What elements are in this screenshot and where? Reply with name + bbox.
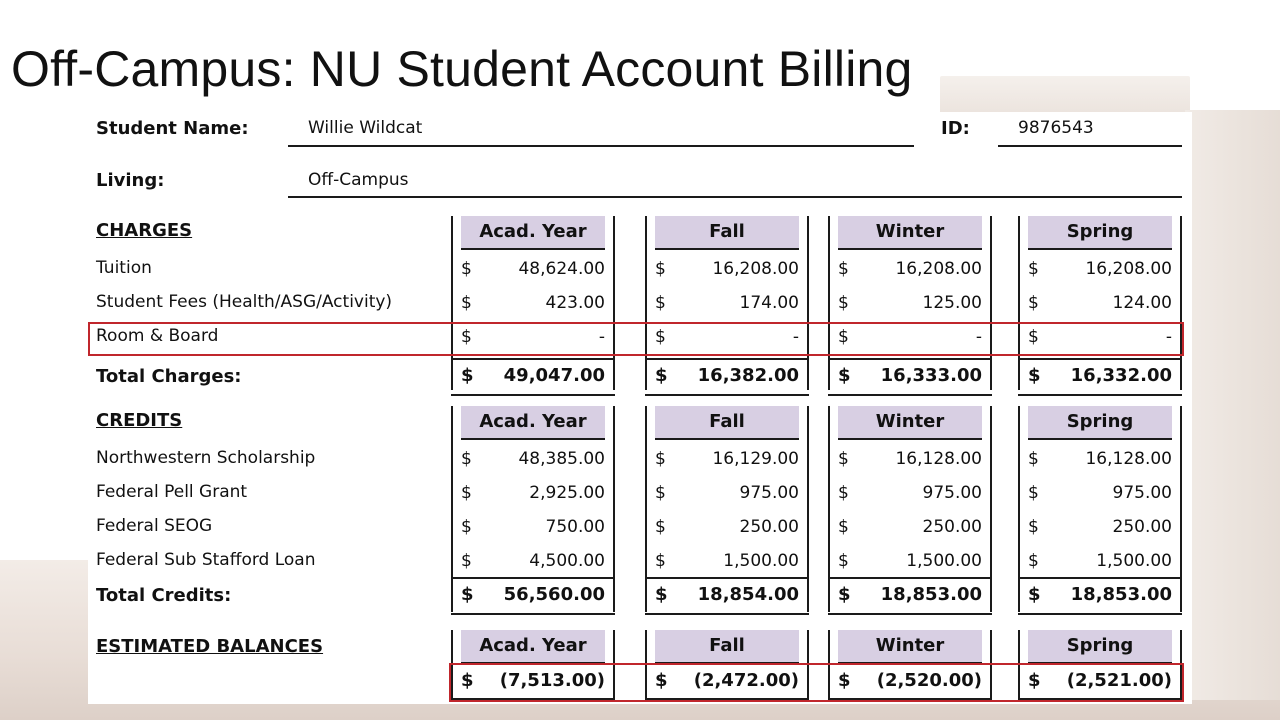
- currency-symbol: $: [655, 483, 666, 503]
- charges-total-rule: [645, 394, 809, 396]
- currency-symbol: $: [838, 327, 849, 347]
- charge-cell: [828, 254, 992, 284]
- currency-symbol: $: [655, 670, 668, 691]
- credits-total-value: 56,560.00: [503, 584, 605, 605]
- charge-value: 124.00: [1112, 293, 1172, 313]
- charges-total-value: 16,332.00: [1070, 365, 1172, 386]
- credit-value: 975.00: [739, 483, 799, 503]
- currency-symbol: $: [1028, 293, 1039, 313]
- currency-symbol: $: [1028, 584, 1041, 605]
- charges-total-cell: [1018, 361, 1182, 391]
- credits-total-value: 18,853.00: [1070, 584, 1172, 605]
- balance-value: (2,520.00): [876, 670, 982, 691]
- charge-cell: [1018, 288, 1182, 318]
- credit-cell: [828, 444, 992, 474]
- background-box: [1185, 110, 1280, 700]
- currency-symbol: $: [1028, 483, 1039, 503]
- charges-total-value: 16,382.00: [697, 365, 799, 386]
- currency-symbol: $: [461, 449, 472, 469]
- charge-value: -: [792, 327, 799, 347]
- slide-title: Off-Campus: NU Student Account Billing: [11, 41, 913, 97]
- charge-cell: [828, 288, 992, 318]
- credit-cell: [451, 512, 615, 542]
- credit-cell: [451, 444, 615, 474]
- currency-symbol: $: [655, 584, 668, 605]
- credit-row-label: Federal SEOG: [96, 516, 213, 536]
- credits-total-rule: [1018, 577, 1182, 579]
- charges-total-cell: [451, 361, 615, 391]
- room-board-highlight: [88, 322, 1184, 356]
- currency-symbol: $: [655, 517, 666, 537]
- credit-cell: [1018, 444, 1182, 474]
- charge-value: 16,208.00: [1085, 259, 1172, 279]
- total-credits-label: Total Credits:: [96, 585, 232, 606]
- charge-value: -: [975, 327, 982, 347]
- balances-heading: ESTIMATED BALANCES: [96, 636, 324, 657]
- credit-cell: [645, 546, 809, 576]
- living-value: Off-Campus: [308, 170, 409, 190]
- charges-total-rule: [1018, 358, 1182, 360]
- credits-total-value: 18,854.00: [697, 584, 799, 605]
- charges-total-rule: [451, 394, 615, 396]
- currency-symbol: $: [461, 327, 472, 347]
- balances-column-header: Fall: [655, 630, 799, 664]
- credit-cell: [451, 546, 615, 576]
- credits-total-rule: [1018, 613, 1182, 615]
- currency-symbol: $: [838, 483, 849, 503]
- charge-value: 423.00: [545, 293, 605, 313]
- charge-value: 48,624.00: [518, 259, 605, 279]
- credit-value: 1,500.00: [906, 551, 982, 571]
- credit-value: 48,385.00: [518, 449, 605, 469]
- currency-symbol: $: [461, 483, 472, 503]
- student-name-underline: [288, 145, 914, 147]
- credit-cell: [645, 512, 809, 542]
- credit-row-label: Federal Pell Grant: [96, 482, 248, 502]
- charge-value: -: [598, 327, 605, 347]
- charge-value: 174.00: [739, 293, 799, 313]
- credit-row-label: Federal Sub Stafford Loan: [96, 550, 316, 570]
- credits-total-cell: [451, 580, 615, 610]
- charge-cell: [645, 254, 809, 284]
- currency-symbol: $: [1028, 449, 1039, 469]
- charges-total-rule: [645, 358, 809, 360]
- charge-row-label: Tuition: [96, 258, 152, 278]
- currency-symbol: $: [838, 517, 849, 537]
- currency-symbol: $: [655, 365, 668, 386]
- balances-highlight: [449, 663, 1184, 702]
- credits-total-cell: [1018, 580, 1182, 610]
- student-name-label: Student Name:: [96, 118, 249, 139]
- balances-column-header: Winter: [838, 630, 982, 664]
- living-label: Living:: [96, 170, 165, 191]
- charges-total-value: 16,333.00: [880, 365, 982, 386]
- credit-cell: [451, 478, 615, 508]
- currency-symbol: $: [461, 551, 472, 571]
- credit-cell: [828, 546, 992, 576]
- credit-value: 975.00: [922, 483, 982, 503]
- currency-symbol: $: [655, 293, 666, 313]
- student-id-value: 9876543: [1018, 118, 1094, 138]
- currency-symbol: $: [838, 365, 851, 386]
- currency-symbol: $: [838, 584, 851, 605]
- charges-column-header: Spring: [1028, 216, 1172, 250]
- credit-value: 250.00: [1112, 517, 1172, 537]
- currency-symbol: $: [461, 517, 472, 537]
- credits-total-rule: [645, 613, 809, 615]
- credit-cell: [1018, 512, 1182, 542]
- currency-symbol: $: [1028, 259, 1039, 279]
- balance-value: (2,521.00): [1066, 670, 1172, 691]
- charge-cell: [451, 254, 615, 284]
- credit-cell: [645, 478, 809, 508]
- credits-heading: CREDITS: [96, 410, 183, 431]
- currency-symbol: $: [1028, 551, 1039, 571]
- credit-value: 250.00: [922, 517, 982, 537]
- billing-sheet: [88, 112, 1192, 704]
- credit-value: 16,129.00: [712, 449, 799, 469]
- currency-symbol: $: [1028, 517, 1039, 537]
- charge-value: 16,208.00: [712, 259, 799, 279]
- credits-total-rule: [451, 577, 615, 579]
- charges-total-value: 49,047.00: [503, 365, 605, 386]
- student-name-value: Willie Wildcat: [308, 118, 423, 138]
- credit-value: 1,500.00: [723, 551, 799, 571]
- credits-total-rule: [645, 577, 809, 579]
- credit-cell: [828, 512, 992, 542]
- charges-column-header: Winter: [838, 216, 982, 250]
- currency-symbol: $: [838, 551, 849, 571]
- credits-total-value: 18,853.00: [880, 584, 982, 605]
- currency-symbol: $: [461, 584, 474, 605]
- balance-value: (2,472.00): [693, 670, 799, 691]
- credit-value: 250.00: [739, 517, 799, 537]
- charge-value: 125.00: [922, 293, 982, 313]
- balances-column-header: Acad. Year: [461, 630, 605, 664]
- credits-column-header: Winter: [838, 406, 982, 440]
- student-id-label: ID:: [941, 118, 970, 139]
- currency-symbol: $: [1028, 670, 1041, 691]
- currency-symbol: $: [655, 551, 666, 571]
- charges-total-rule: [828, 394, 992, 396]
- credit-cell: [645, 444, 809, 474]
- credits-total-rule: [828, 577, 992, 579]
- charges-total-rule: [451, 358, 615, 360]
- currency-symbol: $: [838, 670, 851, 691]
- charges-column-header: Fall: [655, 216, 799, 250]
- charges-total-rule: [828, 358, 992, 360]
- charges-total-rule: [1018, 394, 1182, 396]
- currency-symbol: $: [655, 259, 666, 279]
- charge-row-label: Room & Board: [96, 326, 219, 346]
- charge-cell: [645, 288, 809, 318]
- credits-total-cell: [645, 580, 809, 610]
- credit-value: 16,128.00: [1085, 449, 1172, 469]
- currency-symbol: $: [461, 259, 472, 279]
- credit-value: 4,500.00: [529, 551, 605, 571]
- credits-total-rule: [451, 613, 615, 615]
- credit-value: 16,128.00: [895, 449, 982, 469]
- currency-symbol: $: [1028, 327, 1039, 347]
- living-underline: [288, 196, 1182, 198]
- charge-cell: [451, 288, 615, 318]
- credit-value: 975.00: [1112, 483, 1172, 503]
- credit-row-label: Northwestern Scholarship: [96, 448, 316, 468]
- credit-cell: [828, 478, 992, 508]
- credit-cell: [1018, 546, 1182, 576]
- background-box: [940, 76, 1190, 116]
- currency-symbol: $: [655, 327, 666, 347]
- credits-column-header: Fall: [655, 406, 799, 440]
- charges-total-cell: [645, 361, 809, 391]
- currency-symbol: $: [838, 293, 849, 313]
- credit-value: 1,500.00: [1096, 551, 1172, 571]
- charge-row-label: Student Fees (Health/ASG/Activity): [96, 292, 393, 312]
- credit-value: 2,925.00: [529, 483, 605, 503]
- balances-column-header: Spring: [1028, 630, 1172, 664]
- currency-symbol: $: [461, 670, 474, 691]
- credits-total-rule: [828, 613, 992, 615]
- charge-value: 16,208.00: [895, 259, 982, 279]
- charge-value: -: [1165, 327, 1172, 347]
- credit-value: 750.00: [545, 517, 605, 537]
- currency-symbol: $: [461, 293, 472, 313]
- charge-cell: [1018, 254, 1182, 284]
- currency-symbol: $: [461, 365, 474, 386]
- currency-symbol: $: [655, 449, 666, 469]
- currency-symbol: $: [838, 259, 849, 279]
- charges-column-header: Acad. Year: [461, 216, 605, 250]
- student-id-underline: [998, 145, 1182, 147]
- credits-column-header: Spring: [1028, 406, 1172, 440]
- currency-symbol: $: [838, 449, 849, 469]
- total-charges-label: Total Charges:: [96, 366, 242, 387]
- credits-column-header: Acad. Year: [461, 406, 605, 440]
- charges-heading: CHARGES: [96, 220, 193, 241]
- charges-total-cell: [828, 361, 992, 391]
- currency-symbol: $: [1028, 365, 1041, 386]
- credits-total-cell: [828, 580, 992, 610]
- credit-cell: [1018, 478, 1182, 508]
- balance-value: (7,513.00): [499, 670, 605, 691]
